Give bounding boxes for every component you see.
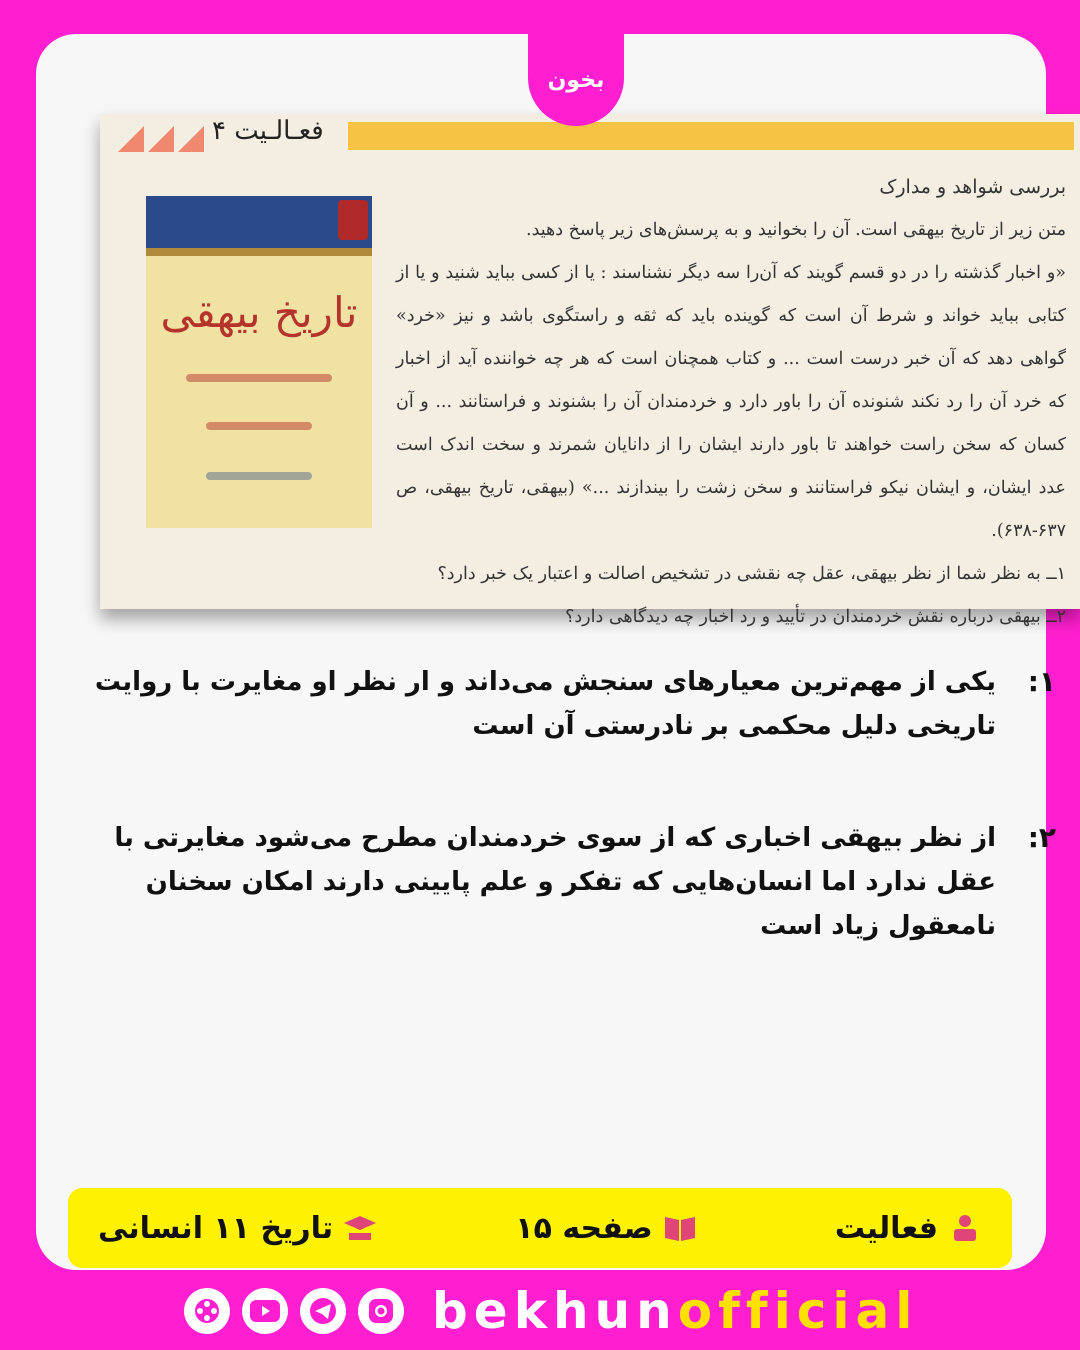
- activity-question: ۲ــ بیهقی درباره نقش خردمندان در تأیید و رد اخبار چه دیدگاهی دارد؟: [565, 607, 1066, 627]
- textbook-page-image: [100, 114, 1080, 627]
- activity-heading: بررسی شواهد و مدارک: [879, 176, 1066, 198]
- decor-triangle-icon: [118, 126, 144, 152]
- answer-2: [64, 816, 1056, 948]
- footer-activity-label: فعالیت: [834, 1210, 938, 1246]
- cover-author-line: [186, 374, 332, 382]
- footer-course: [98, 1211, 377, 1246]
- footer-page-label: صفحه ۱۵: [515, 1210, 653, 1246]
- brand-part-1: bekhun: [432, 1282, 678, 1340]
- logo-emblem: بخون: [539, 43, 613, 117]
- activity-title: فعـالـیت ۴: [212, 116, 324, 146]
- instagram-icon[interactable]: [358, 1288, 404, 1334]
- info-footer: [68, 1188, 1012, 1268]
- cover-publisher-line: [206, 472, 312, 480]
- publisher-emblem-icon: [338, 200, 368, 240]
- book-cover: [146, 196, 372, 528]
- brand-part-2: official: [677, 1282, 919, 1340]
- activity-paragraph: «و اخبار گذشته را در دو قسم گویند که آن‌را سه دیگر نشناسند : یا از کسی بباید شنید و یا از کتابی بباید خواند و شرط آن است که گوینده باید که ثقه و راستگوی باشد و نیز «خرد» گواهی دهد که آن خبر درست است ... و کتاب همچنان است که هر چه خواننده آید از اخبار که خرد آن را رد نکند شنونده آن را باور دارد و خردمندان آن را بشنوند و فراستانند ... و آن کسان که سخن راست خواهند تا باور دارند ایشان را از دانایان شمرند و سخت اندک است عدد ایشان، و ایشان نیکو فراستانند و سخن زشت را بیندازند ...» (بیهقی، تاریخ بیهقی، ص ۶۳۷-۶۳۸).: [396, 263, 1066, 541]
- aparat-icon[interactable]: [184, 1288, 230, 1334]
- activity-question: ۱ــ به نظر شما از نظر بیهقی، عقل چه نقشی در تشخیص اصالت و اعتبار یک خبر دارد؟: [437, 564, 1066, 584]
- cover-band-border: [146, 248, 372, 256]
- youtube-icon[interactable]: [242, 1288, 288, 1334]
- answer-text: از نظر بیهقی اخباری که از سوی خردمندان مطرح می‌شود مغایرتی با عقل ندارد اما انسان‌هایی که تفکر و علم پایینی دارند امکان سخنان نامعقول زیاد است: [114, 823, 996, 941]
- activity-header-bar: [348, 122, 1074, 150]
- footer-course-label: تاریخ ۱۱ انسانی: [98, 1210, 334, 1246]
- decor-triangle-icon: [178, 126, 204, 152]
- content-card: [36, 34, 1066, 1270]
- answer-number: ۱:: [1027, 665, 1056, 698]
- answer-number: ۲:: [1027, 821, 1056, 854]
- footer-activity: [835, 1211, 982, 1246]
- brand-handle[interactable]: [432, 1282, 918, 1340]
- book-cover-title: تاریخ بیهقی: [160, 288, 358, 337]
- answer-text: یکی از مهم‌ترین معیارهای سنجش می‌داند و ار نظر او مغایرت با روایت تاریخی دلیل محکمی بر نادرستی آن است: [94, 667, 996, 741]
- activity-text: [396, 166, 1066, 639]
- open-book-icon: [663, 1213, 697, 1243]
- footer-page: [515, 1211, 696, 1246]
- answer-1: [64, 660, 1056, 748]
- social-links: [184, 1288, 404, 1334]
- cover-editor-line: [206, 422, 312, 430]
- graduation-cap-icon: [343, 1213, 377, 1243]
- teacher-icon: [948, 1213, 982, 1243]
- decor-triangle-icon: [148, 126, 174, 152]
- telegram-icon[interactable]: [300, 1288, 346, 1334]
- activity-paragraph: متن زیر از تاریخ بیهقی است. آن را بخوانید و به پرسش‌های زیر پاسخ دهید.: [526, 220, 1066, 240]
- brand-logo[interactable]: [528, 34, 624, 126]
